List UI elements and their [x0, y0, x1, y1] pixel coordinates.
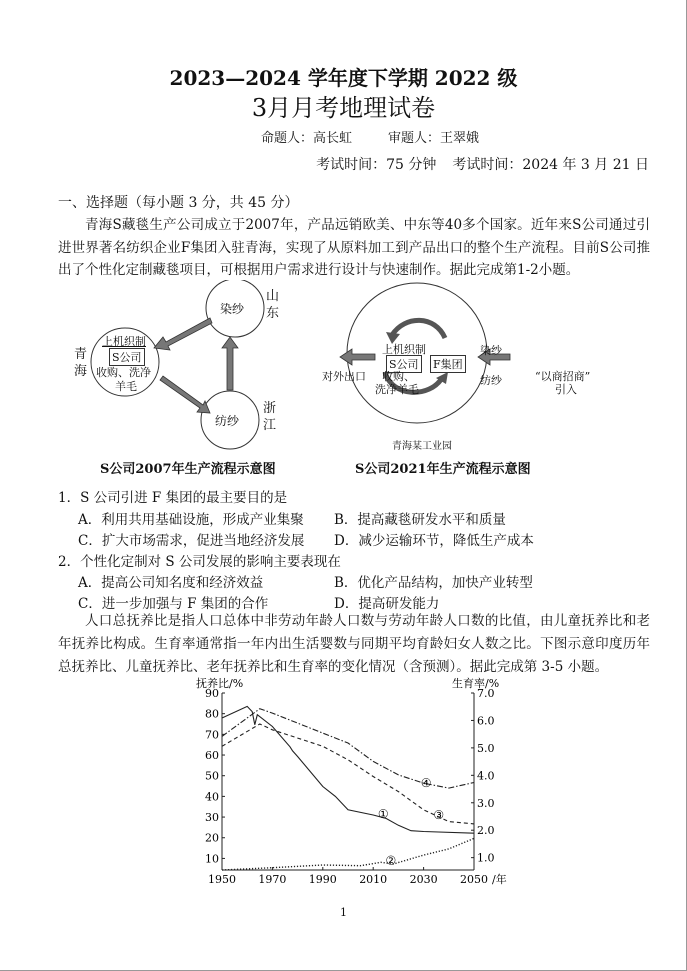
- y-tick-label: 30: [205, 811, 219, 825]
- x-tick-label: 2030: [409, 873, 438, 886]
- x-tick-label: 1950: [208, 873, 236, 886]
- reviewer: 审题人：王翠娥: [388, 131, 480, 146]
- x-tick-label: 1970: [258, 873, 287, 886]
- box-s-company: S公司: [386, 355, 422, 373]
- box-f-group: F集团: [430, 355, 466, 373]
- box-s-company: S公司: [109, 348, 145, 366]
- node-dye: 染纱: [220, 302, 245, 316]
- label-shandong: 山东: [266, 289, 280, 321]
- y-tick-label: 60: [205, 749, 219, 763]
- y2-tick-label: 6.0: [477, 714, 495, 728]
- passage-1: 青海S藏毯生产公司成立于2007年，产品远销欧美、中东等40多个国家。近年来S公司通过引进世界著名纺织企业F集团入驻青海，实现了从原料加工到产品出口的整个生产流程。目前S公司推出了个性化定制藏毯项目，可根据用户需求进行设计与快速制作。据此完成第1-2小题。: [58, 217, 650, 278]
- question-2-option-b: B．优化产品结构，加快产业转型: [334, 575, 533, 591]
- series-line-4: [222, 709, 474, 788]
- label-introduce: 引入: [555, 383, 577, 396]
- question-2-option-a: A．提高公司知名度和经济效益: [78, 575, 264, 591]
- question-1-option-a: A．利用共用基础设施，形成产业集聚: [78, 512, 304, 528]
- exam-date: 考试时间：2024 年 3 月 21 日: [452, 157, 649, 173]
- series-label-2: ②: [385, 853, 397, 868]
- label-zhejiang: 浙江: [263, 401, 277, 433]
- node-spin: 纺纱: [215, 414, 240, 428]
- flow-arrows-2007: [60, 280, 320, 480]
- label-spin: 纺纱: [480, 374, 502, 387]
- question-2-option-d: D．提高研发能力: [334, 596, 440, 612]
- exam-time: [300, 154, 649, 174]
- diagram-2007: [60, 280, 320, 480]
- series-line-2: [222, 838, 474, 870]
- y-tick-label: 20: [205, 831, 219, 845]
- question-1-option-d: D．减少运输环节，降低生产成本: [334, 533, 534, 549]
- x-axis-label: /年: [492, 873, 507, 886]
- exam-duration: 考试时间：75 分钟: [316, 157, 437, 173]
- label-attract-investment: “以商招商”: [535, 370, 591, 383]
- y-tick-label: 70: [205, 728, 219, 742]
- authors: [0, 127, 687, 146]
- question-2-stem: 2．个性化定制对 S 公司发展的影响主要表现在: [58, 554, 341, 570]
- author: 命题人：高长虹: [260, 131, 352, 146]
- label-industrial-park: 青海某工业园: [392, 441, 452, 452]
- exam-title: 2023—2024 学年度下学期 2022 级: [169, 66, 518, 90]
- y2-tick-label: 4.0: [477, 769, 495, 783]
- series-label-4: ④: [420, 775, 432, 790]
- x-tick-label: 1990: [308, 873, 337, 886]
- caption-2007: S公司2007年生产流程示意图: [100, 462, 276, 477]
- y-tick-label: 80: [205, 707, 219, 721]
- label-wash-wool: 洗净羊毛: [375, 383, 419, 396]
- question-1-stem: 1．S 公司引进 F 集团的最主要目的是: [58, 490, 288, 506]
- x-tick-label: 2010: [359, 873, 388, 886]
- question-1-option-b: B．提高藏毯研发水平和质量: [334, 512, 506, 528]
- label-buy: 收购、: [382, 370, 415, 383]
- y2-tick-label: 5.0: [477, 741, 495, 755]
- label-weave: 上机织制: [382, 343, 426, 356]
- label-dye: 染纱: [480, 344, 502, 357]
- dependency-ratio-chart: [190, 675, 520, 890]
- question-2-option-c: C．进一步加强与 F 集团的合作: [78, 596, 269, 612]
- label-weave: 上机织制: [102, 335, 146, 348]
- question-1-option-c: C．扩大市场需求，促进当地经济发展: [78, 533, 305, 549]
- y-tick-label: 10: [205, 852, 219, 866]
- section-heading: 一、选择题（每小题 3 分，共 45 分）: [58, 195, 299, 211]
- label-wool: 羊毛: [115, 380, 137, 393]
- y2-tick-label: 7.0: [477, 687, 495, 700]
- page-number: 1: [340, 906, 347, 919]
- y-tick-label: 50: [205, 769, 219, 783]
- y2-tick-label: 2.0: [477, 824, 495, 838]
- y-tick-label: 90: [205, 687, 219, 700]
- series-label-3: ③: [433, 807, 445, 822]
- diagram-2021: [322, 280, 650, 480]
- y2-tick-label: 3.0: [477, 796, 495, 810]
- y2-axis-label: 生育率/%: [452, 677, 500, 690]
- y2-tick-label: 1.0: [477, 851, 495, 865]
- label-export: 对外出口: [322, 370, 366, 383]
- label-qinghai: 青海: [74, 347, 88, 379]
- y-axis-label: 抚养比/%: [196, 677, 244, 690]
- caption-2021: S公司2021年生产流程示意图: [355, 462, 531, 477]
- y-tick-label: 40: [205, 790, 219, 804]
- label-buy-wash: 收购、洗净: [96, 366, 151, 379]
- series-label-1: ①: [377, 806, 389, 821]
- passage-2: 人口总抚养比是指人口总体中非劳动年龄人口数与劳动年龄人口数的比值，由儿童抚养比和老年抚养比构成。生育率通常指一年内出生活婴数与同期平均育龄妇女人数之比。下图示意印度历年总抚养比、儿童抚养比、老年抚养比和生育率的变化情况（含预测）。据此完成第 3-5 小题。: [58, 613, 650, 675]
- exam-subtitle: 3月月考地理试卷: [251, 94, 436, 122]
- x-tick-label: 2050: [460, 873, 488, 886]
